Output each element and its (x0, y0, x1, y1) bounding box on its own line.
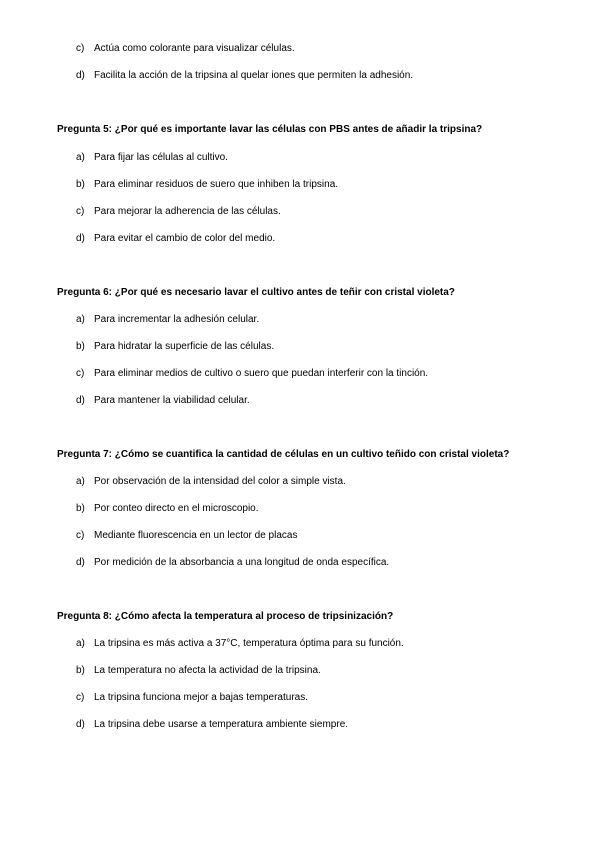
option-q8-d: d) La tripsina debe usarse a temperatura ambiente siempre. (76, 719, 349, 730)
option-q4-d: d) Facilita la acción de la tripsina al quelar iones que permiten la adhesión. (76, 70, 414, 81)
option-q6-d: d) Para mantener la viabilidad celular. (76, 395, 250, 406)
option-q7-a: a) Por observación de la intensidad del color a simple vista. (76, 476, 346, 487)
option-q8-c: c) La tripsina funciona mejor a bajas temperaturas. (76, 692, 309, 703)
option-q7-c: c) Mediante fluorescencia en un lector de placas (76, 530, 298, 541)
option-q5-d: d) Para evitar el cambio de color del medio. (76, 233, 276, 244)
question-8-title: Pregunta 8: ¿Cómo afecta la temperatura al proceso de tripsinización? (57, 611, 394, 622)
option-q8-a: a) La tripsina es más activa a 37°C, temperatura óptima para su función. (76, 638, 404, 649)
option-q5-b: b) Para eliminar residuos de suero que inhiben la tripsina. (76, 179, 339, 190)
option-q7-d: d) Por medición de la absorbancia a una longitud de onda específica. (76, 557, 390, 568)
option-q7-b: b) Por conteo directo en el microscopio. (76, 503, 259, 514)
option-q8-b: b) La temperatura no afecta la actividad de la tripsina. (76, 665, 321, 676)
option-q6-b: b) Para hidratar la superficie de las células. (76, 341, 275, 352)
question-5-title: Pregunta 5: ¿Por qué es importante lavar las células con PBS antes de añadir la tripsina? (57, 124, 483, 135)
option-q6-a: a) Para incrementar la adhesión celular. (76, 314, 260, 325)
question-7-title: Pregunta 7: ¿Cómo se cuantifica la cantidad de células en un cultivo teñido con cristal violeta? (57, 449, 510, 460)
option-q4-c: c) Actúa como colorante para visualizar células. (76, 43, 295, 54)
question-6-title: Pregunta 6: ¿Por qué es necesario lavar el cultivo antes de teñir con cristal violeta? (57, 287, 455, 298)
option-q5-c: c) Para mejorar la adherencia de las células. (76, 206, 281, 217)
option-q5-a: a) Para fijar las células al cultivo. (76, 152, 228, 163)
option-q6-c: c) Para eliminar medios de cultivo o suero que puedan interferir con la tinción. (76, 368, 429, 379)
